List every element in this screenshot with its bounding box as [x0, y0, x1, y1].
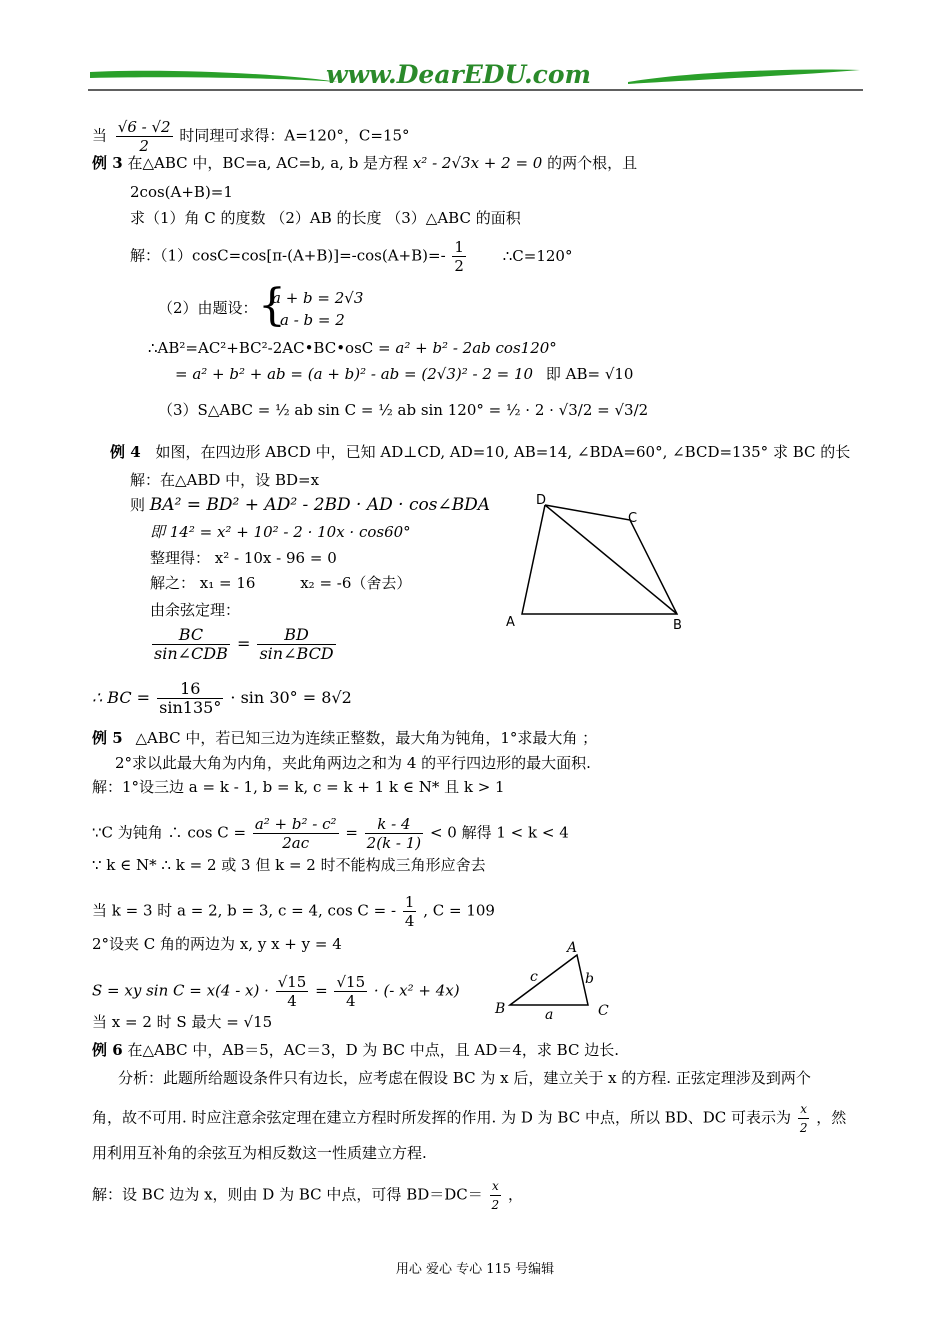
ex5-sol6	[92, 973, 460, 1010]
ex6-analysis-1: 分析：此题所给题设条件只有边长，应考虑在假设 BC 为 x 后，建立关于 x 的方程. 正弦定理涉及到两个	[118, 1069, 811, 1087]
ex6-solution	[92, 1177, 523, 1214]
ex3-ab2-result: 即 AB= √10	[545, 365, 634, 383]
ex4-line	[110, 442, 850, 462]
ex5-sol6-tail: · (- x² + 4x)	[373, 981, 460, 1000]
ex5-sol5: 2°设夹 C 角的两边为 x, y x + y = 4	[92, 935, 342, 953]
ex5-sol4-tail: , C = 109	[423, 901, 495, 920]
ex4-ratio-left: $\frac{BC}{\text{sin∠CDB}}$	[154, 625, 228, 663]
ex3-sol1	[130, 238, 572, 275]
ex6-solution-text: 解：设 BC 边为 x，则由 D 为 BC 中点，可得 BD＝DC＝	[92, 1185, 483, 1204]
ex6-analysis-2-tail: ，然	[816, 1108, 847, 1127]
quadrilateral-figure	[500, 490, 700, 640]
fig2-label-side-b: b	[585, 971, 594, 987]
fig1-label-d: D	[536, 493, 547, 508]
ex5-text2: 2°求以此最大角为内角，夹此角两边之和为 4 的平行四边形的最大面积.	[115, 754, 591, 772]
ex3-ask: 求（1）角 C 的度数 （2）AB 的长度 （3）△ABC 的面积	[130, 209, 521, 227]
ex4-eq4a: 解之： x₁ = 16	[150, 574, 256, 592]
ex3-equation: x² - 2√3x + 2 = 0	[412, 154, 543, 172]
fig2-label-b-vertex: B	[495, 1001, 506, 1017]
ex5-sol4	[92, 893, 495, 930]
ex6-analysis-3: 用利用互补角的余弦互为相反数这一性质建立方程.	[92, 1144, 427, 1162]
ex3-ab2-formula: = a² + b² + ab = (a + b)² - ab = (2√3)² - 2 = 10	[175, 365, 534, 383]
ex4-bc	[92, 680, 352, 717]
ex6-analysis-2-frac: $\frac{x}{2}$	[799, 1102, 808, 1135]
ex4-eq2: 即 14² = x² + 10² - 2 · 10x · cos60°	[150, 523, 411, 541]
fig1-label-b: B	[673, 618, 682, 633]
ex4-eq4	[150, 573, 411, 593]
ex4-then: 则	[130, 496, 146, 514]
ex5-sol4-text: 当 k = 3 时 a = 2, b = 3, c = 4, cos C = -	[92, 901, 397, 920]
triangle-figure	[490, 935, 625, 1025]
ex3-sol1-frac: $\frac{1}{2}$	[454, 238, 464, 275]
ex3-sol3: （3）S△ABC = ½ ab sin C = ½ ab sin 120° = ½ · 2 · √3/2 = √3/2	[158, 401, 649, 419]
ex5-sol6-frac2: $\frac{√15}{4}$	[336, 973, 366, 1010]
ex6-text: 在△ABC 中，AB＝5，AC＝3，D 为 BC 中点，且 AD＝4，求 BC 边长.	[127, 1041, 619, 1059]
ex4-eq1-line	[130, 495, 490, 515]
ex5-sol6-eq: =	[315, 981, 328, 1000]
ex6-line	[92, 1040, 619, 1060]
ex4-eq1: BA² = BD² + AD² - 2BD · AD · cos∠BDA	[149, 495, 491, 515]
ex3-ab1-text: ∴AB²=AC²+BC²-2AC•BC•osC	[148, 339, 374, 357]
ex3-tail: 的两个根，且	[547, 154, 638, 172]
ex5-line	[92, 728, 597, 748]
ex3-ab2	[175, 364, 633, 384]
ex5-sol6-text: S = xy sin C = x(4 - x) ·	[92, 981, 269, 1000]
ex4-ratio-right: $\frac{BD}{\text{sin∠BCD}}$	[259, 625, 334, 663]
ex5-label: 例 5	[92, 729, 123, 747]
ex5-sol2	[92, 815, 569, 852]
ex3-sol2-label: （2）由题设：	[158, 299, 258, 317]
line-1	[92, 118, 410, 155]
ex6-analysis-2-text: 角，故不可用. 时应注意余弦定理在建立方程时所发挥的作用. 为 D 为 BC 中点，所以 BD、DC 可表示为	[92, 1108, 792, 1127]
ex4-eq3: 整理得： x² - 10x - 96 = 0	[150, 549, 337, 567]
ex6-analysis-2	[92, 1100, 846, 1137]
ex5-sol2-tail: < 0 解得 1 < k < 4	[429, 823, 569, 842]
ex3-line	[92, 153, 637, 173]
ex3-sol1-text: 解：（1）cosC=cos[π-(A+B)]=-cos(A+B)=-	[130, 246, 446, 265]
ex4-bc-post: · sin 30° = 8√2	[230, 688, 352, 707]
ex5-sol2-eq: =	[345, 823, 358, 842]
ex5-text: △ABC 中，若已知三边为连续正整数，最大角为钝角，1°求最大角 ；	[135, 729, 598, 747]
fig1-label-a: A	[506, 615, 515, 630]
ex3-line2: 2cos(A+B)=1	[130, 183, 233, 201]
ex5-sol4-frac: $\frac{1}{4}$	[404, 893, 415, 930]
ex3-sys2: a - b = 2	[280, 311, 345, 329]
ex3-ab1	[148, 338, 557, 358]
fig2-label-side-a: a	[545, 1007, 554, 1023]
ex4-label: 例 4	[110, 443, 141, 461]
fig1-label-c: C	[628, 511, 638, 526]
ex4-bc-pre: ∴ BC =	[92, 688, 151, 707]
l1-text: 时同理可求得：A=120°，C=15°	[179, 126, 410, 145]
fig2-label-side-c: c	[530, 969, 538, 985]
header-banner	[88, 60, 863, 100]
ex3-label: 例 3	[92, 154, 123, 172]
ex6-solution-tail: ，	[507, 1185, 523, 1204]
ex6-label: 例 6	[92, 1041, 123, 1059]
l1-prefix: 当	[92, 126, 108, 145]
ex5-sol2-text: ∵C 为钝角 ∴ cos C =	[92, 823, 247, 842]
ex4-ratio: $\frac{BC}{\text{sin∠CDB}}$ = $\frac{BD}{\text{sin∠BCD}}$	[154, 625, 334, 663]
ex3-ab1-formula: = a² + b² - 2ab cos120°	[378, 339, 557, 357]
ex3-sol1-result: ∴C=120°	[502, 246, 573, 265]
ex5-sol1: 解：1°设三边 a = k - 1, b = k, c = k + 1 k ∈ N* 且 k > 1	[92, 778, 505, 796]
ex3-sys1: a + b = 2√3	[272, 289, 364, 307]
ex4-eq4b: x₂ = -6（舍去）	[300, 574, 412, 592]
ex5-sol2-frac2: $\frac{k - 4}{2(k - 1)}$	[366, 815, 422, 852]
l1-formula: $\frac{√6 - √2}{2}$	[117, 118, 171, 155]
system-brace: {	[258, 280, 286, 331]
ex5-sol2-frac1: $\frac{\text{a² + b² - c²}}{2ac}$	[254, 815, 337, 852]
ex4-bc-frac: $\frac{16}{\sin 135^\circ}$	[159, 679, 222, 717]
ex4-text: 如图，在四边形 ABCD 中，已知 AD⊥CD, AD=10, AB=14, ∠BDA=60°, ∠BCD=135° 求 BC 的长	[155, 443, 851, 461]
ex4-sol1: 解：在△ABD 中，设 BD=x	[130, 471, 320, 489]
ex3-text: 在△ABC 中，BC=a, AC=b, a, b 是方程	[127, 154, 409, 172]
fig2-label-a-vertex: A	[567, 940, 578, 956]
ex5-sol7: 当 x = 2 时 S 最大 = √15	[92, 1013, 273, 1031]
logo-text: www.DearEDU.com	[326, 60, 592, 89]
ex5-sol3: ∵ k ∈ N* ∴ k = 2 或 3 但 k = 2 时不能构成三角形应舍去	[92, 856, 486, 874]
ex6-solution-frac: $\frac{x}{2}$	[491, 1179, 500, 1212]
fig2-label-c-vertex: C	[598, 1003, 609, 1019]
ex4-law: 由余弦定理：	[150, 601, 241, 619]
page-footer: 用心 爱心 专心 115 号编辑	[395, 1262, 555, 1277]
ex5-sol6-frac1: $\frac{√15}{4}$	[277, 973, 307, 1010]
